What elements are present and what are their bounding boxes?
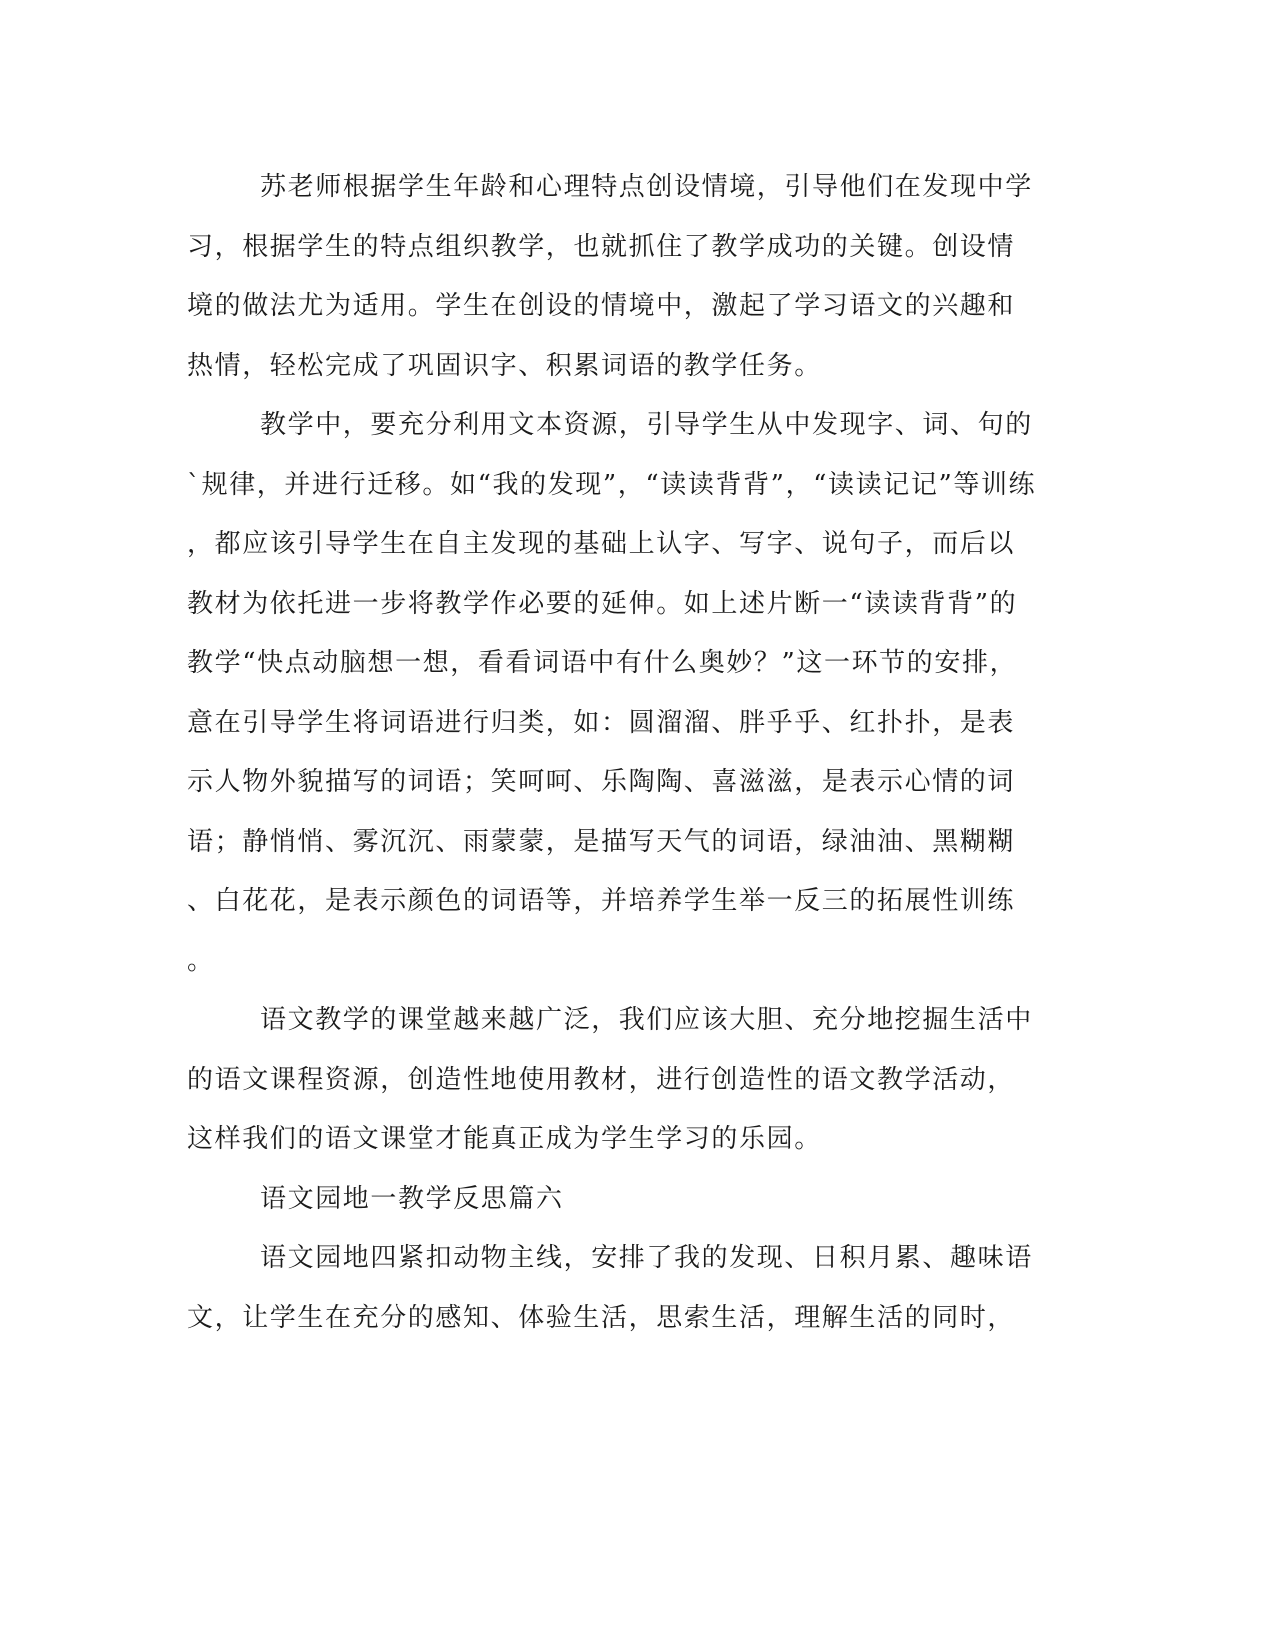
- text-line: 语文教学的课堂越来越广泛，我们应该大胆、充分地挖掘生活中: [260, 1005, 1033, 1035]
- text-line: 教学“快点动脑想一想，看看词语中有什么奥妙？”这一环节的安排，: [187, 648, 1018, 678]
- text-line: 这样我们的语文课堂才能真正成为学生学习的乐园。: [187, 1124, 822, 1154]
- text-line: 示人物外貌描写的词语；笑呵呵、乐陶陶、喜滋滋，是表示心情的词: [187, 767, 1016, 797]
- text-line: ，都应该引导学生在自主发现的基础上认字、写字、说句子，而后以: [187, 529, 1016, 559]
- text-line: 习，根据学生的特点组织教学，也就抓住了教学成功的关键。创设情: [187, 231, 1016, 262]
- section-heading: 语文园地一教学反思篇六: [260, 1183, 564, 1214]
- text-line: 热情，轻松完成了巩固识字、积累词语的教学任务。: [187, 350, 822, 381]
- text-line: 、白花花，是表示颜色的词语等，并培养学生举一反三的拓展性训练: [187, 886, 1016, 916]
- text-line: 的语文课程资源，创造性地使用教材，进行创造性的语文教学活动，: [187, 1064, 1016, 1095]
- text-line: 教材为依托进一步将教学作必要的延伸。如上述片断一“读读背背”的: [187, 588, 1018, 619]
- text-line: `规律，并进行迁移。如“我的发现”，“读读背背”，“读读记记”等训练: [187, 469, 1037, 500]
- text-line: 文，让学生在充分的感知、体验生活，思索生活，理解生活的同时，: [187, 1302, 1016, 1333]
- text-line: 苏老师根据学生年龄和心理特点创设情境，引导他们在发现中学: [260, 172, 1033, 202]
- text-line: 意在引导学生将词语进行归类，如：圆溜溜、胖乎乎、红扑扑，是表: [187, 707, 1016, 738]
- document-body: [187, 158, 1087, 1348]
- text-line: 语文园地四紧扣动物主线，安排了我的发现、日积月累、趣味语: [260, 1243, 1033, 1273]
- text-line: 教学中，要充分利用文本资源，引导学生从中发现字、词、句的: [260, 410, 1033, 440]
- text-line: 境的做法尤为适用。学生在创设的情境中，激起了学习语文的兴趣和: [187, 291, 1016, 321]
- text-line: 语；静悄悄、雾沉沉、雨蒙蒙，是描写天气的词语，绿油油、黑糊糊: [187, 826, 1016, 857]
- text-line: 。: [187, 945, 215, 976]
